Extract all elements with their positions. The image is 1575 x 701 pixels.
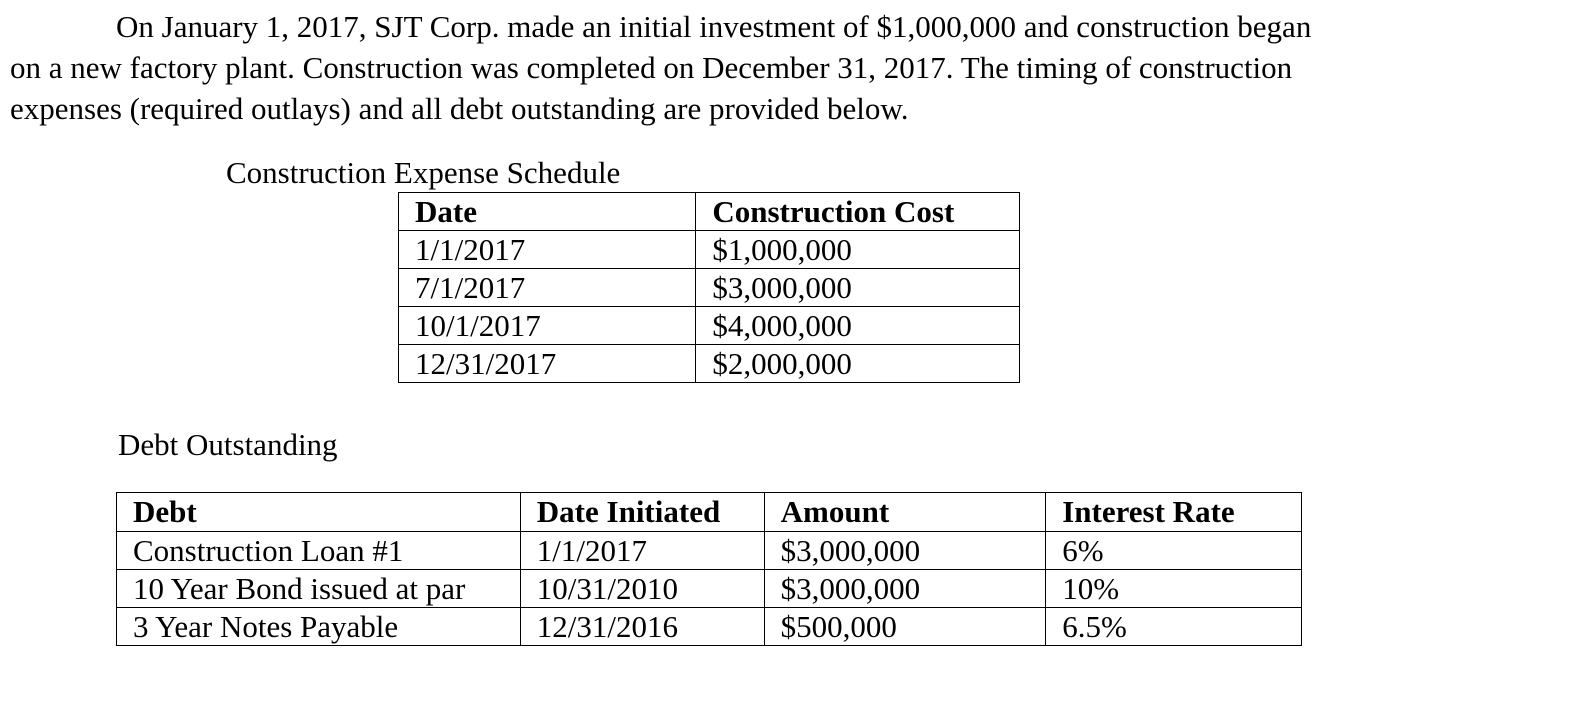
debt-outstanding-caption: Debt Outstanding bbox=[118, 427, 338, 462]
date-cell: 10/1/2017 bbox=[399, 307, 696, 345]
column-header-construction-cost: Construction Cost bbox=[696, 193, 1020, 231]
expense-schedule-caption: Construction Expense Schedule bbox=[226, 155, 621, 190]
table-row bbox=[117, 570, 1302, 608]
interest-rate-cell: 6.5% bbox=[1046, 608, 1302, 646]
amount-cell: $500,000 bbox=[764, 608, 1046, 646]
table-header-row bbox=[117, 493, 1302, 532]
intro-line-1: On January 1, 2017, SJT Corp. made an initial investment of $1,000,000 and construction began bbox=[116, 9, 1312, 44]
debt-name-cell: 3 Year Notes Payable bbox=[117, 608, 521, 646]
debt-name-cell: 10 Year Bond issued at par bbox=[117, 570, 521, 608]
cost-cell: $1,000,000 bbox=[696, 231, 1020, 269]
expense-schedule-table bbox=[398, 192, 1020, 383]
table-row bbox=[399, 269, 1020, 307]
table-row bbox=[399, 231, 1020, 269]
interest-rate-cell: 6% bbox=[1046, 532, 1302, 570]
table-row bbox=[399, 307, 1020, 345]
date-cell: 1/1/2017 bbox=[399, 231, 696, 269]
column-header-amount: Amount bbox=[764, 493, 1046, 532]
debt-name-cell: Construction Loan #1 bbox=[117, 532, 521, 570]
cost-cell: $4,000,000 bbox=[696, 307, 1020, 345]
date-cell: 7/1/2017 bbox=[399, 269, 696, 307]
table-header-row bbox=[399, 193, 1020, 231]
intro-paragraph bbox=[10, 6, 1410, 129]
amount-cell: $3,000,000 bbox=[764, 532, 1046, 570]
debt-outstanding-table bbox=[116, 492, 1302, 646]
column-header-debt: Debt bbox=[117, 493, 521, 532]
date-cell: 12/31/2017 bbox=[399, 345, 696, 383]
column-header-date: Date bbox=[399, 193, 696, 231]
table-row bbox=[117, 608, 1302, 646]
intro-line-2: on a new factory plant. Construction was completed on December 31, 2017. The timing of construction bbox=[10, 50, 1293, 85]
date-initiated-cell: 12/31/2016 bbox=[520, 608, 764, 646]
date-initiated-cell: 10/31/2010 bbox=[520, 570, 764, 608]
column-header-interest-rate: Interest Rate bbox=[1046, 493, 1302, 532]
cost-cell: $2,000,000 bbox=[696, 345, 1020, 383]
amount-cell: $3,000,000 bbox=[764, 570, 1046, 608]
interest-rate-cell: 10% bbox=[1046, 570, 1302, 608]
table-row bbox=[117, 532, 1302, 570]
table-row bbox=[399, 345, 1020, 383]
date-initiated-cell: 1/1/2017 bbox=[520, 532, 764, 570]
cost-cell: $3,000,000 bbox=[696, 269, 1020, 307]
column-header-date-initiated: Date Initiated bbox=[520, 493, 764, 532]
intro-line-3: expenses (required outlays) and all debt outstanding are provided below. bbox=[10, 91, 909, 126]
